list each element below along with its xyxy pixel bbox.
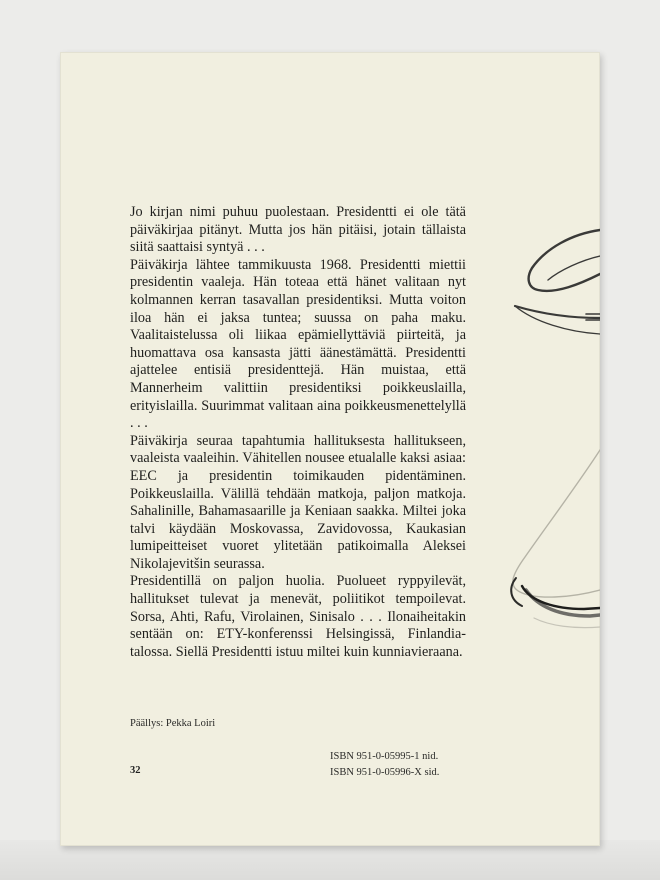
hat-illustration (515, 230, 600, 334)
isbn-block (330, 749, 439, 781)
blurb-paragraph: Päiväkirja seuraa tapahtumia hallituksesta hallitukseen, vaaleista vaaleihin. Vähitellen nousee etualalle kaksi asiaa: EEC ja presidentin toimikauden pidentäminen. Poikkeuslailla. Välillä tehdään matkoja, paljon matkoja. Sahalinille, Bahamasaarille ja Keniaan saakka. Miltei joka talvi käydään Moskovassa, Zavidovossa, Kaukasian lumipeitteiset vuoret ylitetään patikoimalla Aleksei Nikolajevitšin seurassa. (130, 432, 466, 572)
blurb-paragraph: Presidentillä on paljon huolia. Puolueet ryppyilevät, hallitukset tulevat ja menevät, poliitikot tempoilevat. Sorsa, Ahti, Rafu, Virolainen, Sinisalo . . . Ilonaiheitakin sentään on: ETY-konferenssi Helsingissä, Finlandia-talossa. Siellä Presidentti istuu miltei kuin kunniavieraana. (130, 573, 466, 660)
book-back-cover (60, 52, 600, 846)
blurb-paragraph: Jo kirjan nimi puhuu puolestaan. Presidentti ei ole tätä päiväkirjaa pitänyt. Mutta jos hän pitäisi, jotain tällaista siitä saattaisi syntyä . . . (130, 204, 466, 256)
back-cover-blurb (130, 204, 466, 661)
cover-designer-credit: Päällys: Pekka Loiri (130, 718, 216, 729)
blurb-paragraph: Päiväkirja lähtee tammikuusta 1968. Presidentti miettii presidentin vaaleja. Hän toteaa että hänet valitaan nyt kolmannen kerran tasavallan presidentiksi. Mutta voiton iloa hän ei jaksa tuntea; suussa on paha maku. Vaalitaistelussa oli liikaa epämiellyttäviä piirteitä, ja huomattava osa kansasta jätti äänestämättä. Presidentti ajattelee entisiä presidenttejä. Hän muistaa, että Mannerheim valittiin presidentiksi poikkeuslailla, erityislailla. Suurimmat valitaan aina poikkeusmenettelyllä . . . (130, 256, 466, 432)
backdrop (0, 840, 660, 880)
isbn-paperback: ISBN 951-0-05995-1 nid. (330, 751, 439, 762)
page-number: 32 (130, 765, 141, 776)
shade-illustration (511, 450, 600, 628)
isbn-hardcover: ISBN 951-0-05996-X sid. (330, 767, 440, 778)
